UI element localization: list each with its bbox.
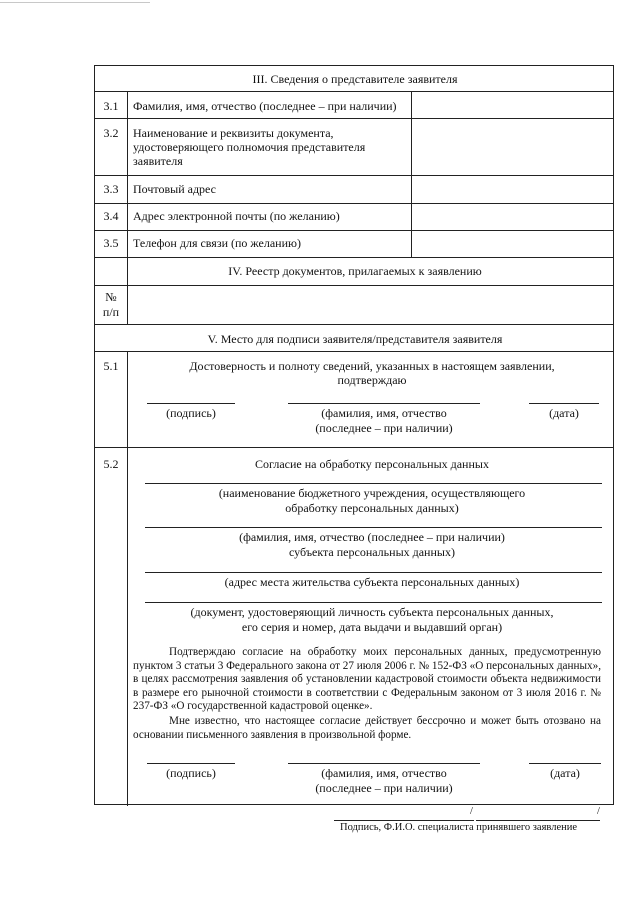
organization-label: (наименование бюджетного учреждения, осуществляющего (218, 486, 526, 500)
row-number: 3.5 (103, 236, 119, 250)
signature-line (147, 403, 235, 404)
date-line (529, 403, 599, 404)
row-number: 3.3 (103, 182, 119, 196)
divider (95, 447, 613, 448)
divider (95, 175, 613, 176)
section-5-title: V. Место для подписи заявителя/представителя заявителя (207, 332, 503, 346)
subject-name-label: субъекта персональных данных) (289, 545, 455, 559)
identity-document-line (145, 602, 602, 603)
specialist-name-line (476, 820, 600, 821)
name-label: (последнее – при наличии) (315, 421, 453, 435)
address-label: (адрес места жительства субъекта персональных данных) (224, 575, 520, 589)
section-4-title: IV. Реестр документов, прилагаемых к заявлению (228, 264, 482, 278)
divider (95, 203, 613, 204)
organization-line (145, 483, 602, 484)
subject-name-label: (фамилия, имя, отчество (последнее – при наличии) (239, 530, 505, 544)
row-label: Фамилия, имя, отчество (последнее – при наличии) (133, 99, 397, 113)
consent-title: Согласие на обработку персональных данных (255, 457, 489, 471)
row-label: заявителя (133, 154, 183, 168)
name-label: (фамилия, имя, отчество (321, 766, 447, 780)
consent-paragraph: Подтверждаю согласие на обработку моих персональных данных, предусмотренную пунктом 3 статьи 3 Федерального закона от 27 июля 2006 г. № 152-ФЗ «О персональных данных», в целях рассмотрения заявления об установлении кадастровой стоимости объекта недвижимости в размере его рыночной стоимости в соответствии с Федеральным законом от 3 июля 2016 г. № 237-ФЗ «О государственной кадастровой оценке». (133, 646, 601, 713)
signature-label: (подпись) (166, 406, 216, 420)
divider (95, 324, 613, 325)
row-label: Адрес электронной почты (по желанию) (133, 209, 340, 223)
divider (95, 91, 613, 92)
number-column-divider (127, 91, 128, 324)
number-header: № (105, 290, 117, 304)
signature-line (147, 763, 235, 764)
date-label: (дата) (549, 406, 579, 420)
number-header: п/п (102, 305, 120, 319)
name-line (288, 403, 480, 404)
specialist-signature-caption: Подпись, Ф.И.О. специалиста принявшего заявление (340, 822, 578, 833)
row-number: 5.2 (103, 457, 119, 471)
row-number: 3.1 (103, 99, 119, 113)
organization-label: обработку персональных данных) (285, 501, 459, 515)
row-number: 5.1 (103, 359, 119, 373)
identity-document-label: его серия и номер, дата выдачи и выдавший орган) (241, 620, 503, 634)
name-label: (последнее – при наличии) (315, 781, 453, 795)
confirmation-text: Достоверность и полноту сведений, указанных в настоящем заявлении, (189, 359, 555, 373)
slash-separator: / (597, 806, 600, 817)
revoke-paragraph: Мне известно, что настоящее согласие действует бессрочно и может быть отозвано на основании письменного заявления в произвольной форме. (133, 715, 601, 741)
subject-name-line (145, 527, 602, 528)
row-number: 3.4 (103, 209, 119, 223)
confirmation-text: подтверждаю (337, 373, 407, 387)
signature-label: (подпись) (166, 766, 216, 780)
slash-separator: / (470, 806, 473, 817)
number-column-divider (127, 351, 128, 806)
divider (95, 351, 613, 352)
row-label: удостоверяющего полномочия представителя (133, 140, 366, 154)
date-label: (дата) (550, 766, 580, 780)
row-label: Наименование и реквизиты документа, (133, 126, 334, 140)
specialist-signature-line (334, 820, 474, 821)
name-label: (фамилия, имя, отчество (321, 406, 447, 420)
value-column-divider (411, 91, 412, 257)
row-label: Телефон для связи (по желанию) (133, 236, 301, 250)
divider (95, 230, 613, 231)
section-3-title: III. Сведения о представителе заявителя (252, 72, 458, 86)
top-edge-mark (0, 2, 150, 3)
identity-document-label: (документ, удостоверяющий личность субъекта персональных данных, (190, 605, 554, 619)
row-label: Почтовый адрес (133, 182, 217, 196)
row-number: 3.2 (103, 126, 119, 140)
name-line (288, 763, 480, 764)
divider (95, 257, 613, 258)
divider (95, 118, 613, 119)
application-form-table (94, 65, 614, 805)
address-line (145, 572, 602, 573)
date-line (529, 763, 601, 764)
divider (95, 285, 613, 286)
